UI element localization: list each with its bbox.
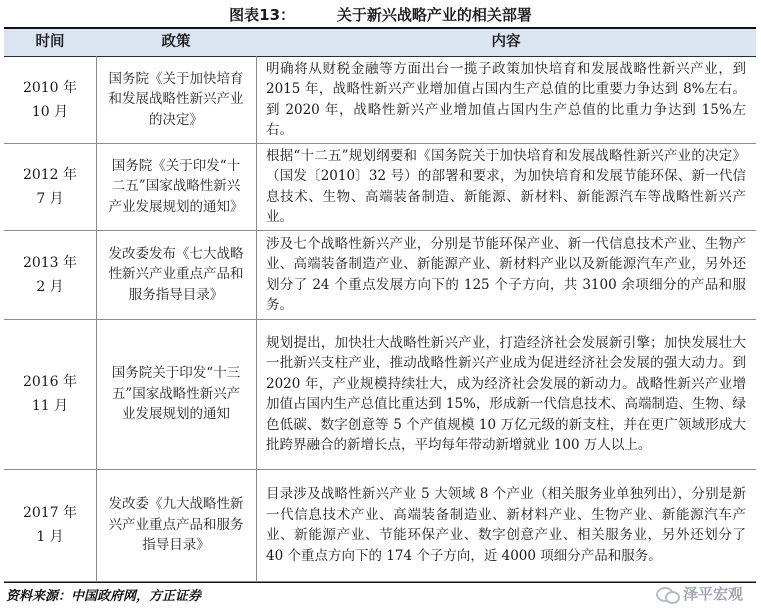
row-time: 2012 年 7 月 xyxy=(22,166,78,207)
source-note: 资料来源：中国政府网，方正证券 xyxy=(6,589,202,604)
table-row xyxy=(4,319,756,470)
row-policy: 国务院关于印发“十三五”国家战略性新兴产业发展规划的通知 xyxy=(111,365,241,423)
row-content: 目录涉及战略性新兴产业 5 大领域 8 个产业（相关服务业单独列出），分别是新一代信息技术产业、高端装备制造业、新材料产业、生物产业、新能源汽车产业、新能源产业、节能环保产业、数字创意产业、相关服务业，另外还划分了 40 个重点方向下的 174 个子方向，近 4000 项细分产品和服务。 xyxy=(266,486,746,564)
column-divider xyxy=(256,56,257,581)
header-time: 时间 xyxy=(35,34,65,50)
row-content: 根据“十二五”规划纲要和《国务院关于加快培育和发展战略性新兴产业的决定》（国发〔2010〕32 号）的部署和要求，为加快培育和发展节能环保、新一代信息技术、生物、高端装备制造、新能源、新材料、新能源汽车等战略性新兴产业。 xyxy=(266,147,746,225)
column-divider xyxy=(96,56,97,581)
row-policy: 发改委《九大战略性新兴产业重点产品和服务指导目录》 xyxy=(108,496,244,554)
wechat-icon xyxy=(656,585,678,603)
row-time: 2017 年 1 月 xyxy=(22,505,78,545)
watermark xyxy=(656,583,743,604)
figure-title: 图表13： 关于新兴战略产业的相关部署 xyxy=(229,6,532,24)
row-content: 涉及七个战略性新兴产业，分别是节能环保产业、新一代信息技术产业、生物产业、高端装备制造产业、新能源产业、新材料产业以及新能源汽车产业，另外还划分了 24 个重点发展方向下的 125 个子方向，共 3100 余项细分的产品和服务。 xyxy=(266,235,746,313)
header-policy: 政策 xyxy=(161,34,191,50)
row-content: 规划提出，加快壮大战略性新兴产业，打造经济社会发展新引擎；加快发展壮大一批新兴支柱产业，推动战略性新兴产业成为促进经济社会发展的强大动力。到 2020 年，产业规模持续壮大，成为经济社会发展的新动力。战略性新兴产业增加值占国内生产总值比重达到 15%，形成新一代信息技术、高端制造、生物、绿色低碳、数字创意等 5 个产值规模 10 万亿元级的新支柱，并在更广领域形成大批跨界融合的新增长点，平均每年带动新增就业 100 万人以上。 xyxy=(266,334,746,453)
row-policy: 发改委发布《七大战略性新兴产业重点产品和服务指导目录》 xyxy=(108,245,244,303)
row-policy: 国务院《关于印发“十二五”国家战略性新兴产业发展规划的通知》 xyxy=(108,157,244,215)
table-row xyxy=(4,469,756,582)
row-content: 明确将从财税金融等方面出台一揽子政策加快培育和发展战略性新兴产业，到 2015 年，战略性新兴产业增加值占国内生产总值的比重要力争达到 8%左右。到 2020 年，战略性新兴产业增加值占国内生产总值的比重力争达到 15%左右。 xyxy=(266,60,746,138)
watermark-text: 泽平宏观 xyxy=(682,585,743,603)
policy-table xyxy=(4,27,756,583)
row-time: 2010 年 10 月 xyxy=(22,79,78,120)
header-content: 内容 xyxy=(491,34,521,50)
row-policy: 国务院《关于加快培育和发展战略性新兴产业的决定》 xyxy=(108,70,244,128)
table-row xyxy=(4,143,756,231)
row-time: 2016 年 11 月 xyxy=(22,374,78,414)
table-row xyxy=(4,56,756,144)
table-header xyxy=(4,29,756,57)
table-row xyxy=(4,230,756,320)
row-time: 2013 年 2 月 xyxy=(22,254,78,295)
